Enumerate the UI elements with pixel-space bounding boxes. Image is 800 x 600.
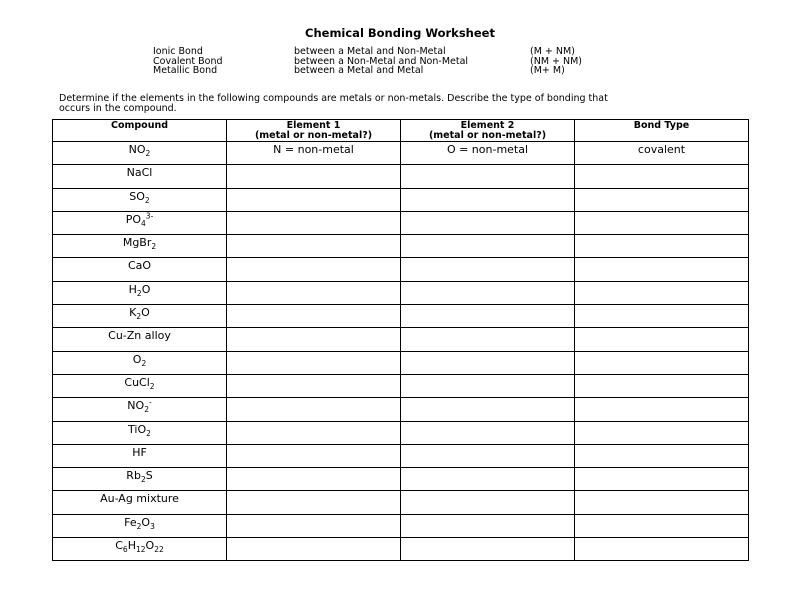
formula-text: Rb: [126, 469, 141, 483]
element-1-cell[interactable]: [227, 305, 401, 328]
bond-type-cell[interactable]: [575, 374, 749, 397]
bond-type-cell[interactable]: [575, 165, 749, 188]
formula-text: NO: [127, 399, 145, 413]
header-element-2-hint: (metal or non-metal?): [428, 130, 547, 141]
element-1-cell[interactable]: [227, 328, 401, 351]
element-1-cell[interactable]: [227, 468, 401, 491]
element-2-cell[interactable]: [401, 305, 575, 328]
table-row: [53, 211, 749, 234]
formula-text: MgBr: [122, 236, 152, 250]
element-1-cell[interactable]: [227, 165, 401, 188]
bond-type-cell[interactable]: [575, 188, 749, 211]
formula-text: C: [115, 539, 123, 553]
formula-text: HF: [132, 445, 147, 459]
element-1-cell[interactable]: N = non-metal: [227, 142, 401, 165]
table-row: [53, 281, 749, 304]
formula-text: PO: [125, 212, 142, 226]
legend-abbreviation: (NM + NM): [530, 55, 583, 67]
formula-text: Fe: [124, 515, 137, 529]
table-row: [53, 491, 749, 514]
element-2-cell[interactable]: [401, 468, 575, 491]
bond-type-cell[interactable]: [575, 538, 749, 561]
table-row: [53, 142, 749, 165]
formula-text: CaO: [127, 259, 152, 273]
header-compound-label: Compound: [110, 120, 169, 131]
formula-subscript: 6: [122, 545, 128, 555]
element-2-cell[interactable]: [401, 188, 575, 211]
bond-type-cell[interactable]: [575, 398, 749, 421]
bond-type-cell[interactable]: [575, 328, 749, 351]
table-row: [53, 235, 749, 258]
formula-text: SO: [129, 189, 145, 203]
element-1-cell[interactable]: [227, 188, 401, 211]
table-row: [53, 258, 749, 281]
element-1-cell[interactable]: [227, 211, 401, 234]
table-row: [53, 188, 749, 211]
element-2-cell[interactable]: [401, 351, 575, 374]
element-2-cell[interactable]: [401, 235, 575, 258]
table-row: [53, 374, 749, 397]
bond-type-cell[interactable]: [575, 235, 749, 258]
element-1-cell[interactable]: [227, 235, 401, 258]
formula-text: CuCl: [124, 375, 150, 389]
element-2-cell[interactable]: O = non-metal: [401, 142, 575, 165]
formula-subscript: 12: [135, 545, 146, 555]
formula-subscript: 22: [154, 545, 164, 555]
bond-type-cell[interactable]: covalent: [575, 142, 749, 165]
legend-name: Ionic Bond: [153, 46, 203, 57]
header-element-2-label: Element 2: [460, 120, 515, 131]
bond-type-cell[interactable]: [575, 258, 749, 281]
formula-text: S: [145, 469, 153, 483]
formula-text: O: [132, 352, 142, 366]
element-1-cell[interactable]: [227, 491, 401, 514]
legend-abbreviation: (M+ M): [530, 65, 565, 76]
bond-type-cell[interactable]: [575, 305, 749, 328]
compound-cell: [53, 305, 227, 328]
compound-cell: [53, 211, 227, 234]
table-row: [53, 468, 749, 491]
legend-abbreviation: (M + NM): [530, 46, 575, 57]
formula-subscript: 2: [136, 312, 142, 322]
element-1-cell[interactable]: [227, 444, 401, 467]
element-1-cell[interactable]: [227, 281, 401, 304]
bond-type-cell[interactable]: [575, 514, 749, 537]
table-row: [53, 538, 749, 561]
formula-subscript: 2: [151, 242, 157, 252]
table-row: [53, 351, 749, 374]
formula-text: K: [129, 306, 137, 320]
formula-text: Cu-Zn alloy: [108, 329, 171, 343]
formula-text: O: [145, 539, 155, 553]
table-row: [53, 398, 749, 421]
formula-text: H: [127, 539, 136, 553]
formula-text: H: [128, 282, 137, 296]
legend-description: between a Metal and Metal: [294, 65, 424, 76]
formula-text: TiO: [128, 422, 147, 436]
page-title: Chemical Bonding Worksheet: [305, 26, 495, 40]
bond-type-cell[interactable]: [575, 281, 749, 304]
element-2-cell[interactable]: [401, 421, 575, 444]
formula-text: NO: [128, 143, 146, 156]
compound-cell: [53, 258, 227, 281]
formula-subscript: 2: [136, 521, 142, 531]
compound-cell: [53, 374, 227, 397]
legend-description: between a Non-Metal and Non-Metal: [294, 55, 469, 67]
compound-cell: [53, 538, 227, 561]
bond-type-cell[interactable]: [575, 491, 749, 514]
formula-text: O: [141, 282, 151, 296]
element-1-cell[interactable]: [227, 398, 401, 421]
element-1-cell[interactable]: [227, 538, 401, 561]
formula-superscript: 3-: [145, 211, 154, 221]
formula-subscript: 2: [136, 288, 142, 298]
compound-cell: [53, 514, 227, 537]
formula-text: O: [141, 515, 151, 529]
compound-cell: [53, 142, 227, 165]
bond-type-cell[interactable]: [575, 468, 749, 491]
bond-legend: [153, 47, 610, 76]
element-2-cell[interactable]: [401, 444, 575, 467]
header-element-1-hint: (metal or non-metal?): [254, 130, 373, 141]
formula-subscript: 2: [140, 475, 146, 485]
header-element-1: [227, 120, 401, 142]
legend-row-metallic: [153, 66, 610, 76]
element-2-cell[interactable]: [401, 374, 575, 397]
element-2-cell[interactable]: [401, 165, 575, 188]
legend-description: between a Metal and Non-Metal: [294, 46, 446, 57]
header-bond-type: [575, 120, 749, 142]
formula-subscript: 2: [141, 358, 147, 368]
legend-name: Metallic Bond: [153, 65, 218, 76]
compound-cell: [53, 468, 227, 491]
formula-subscript: 2: [145, 149, 151, 159]
formula-subscript: 2: [144, 195, 150, 205]
element-2-cell[interactable]: [401, 328, 575, 351]
bonding-table: [52, 119, 749, 561]
bond-type-cell[interactable]: [575, 444, 749, 467]
header-compound: [53, 120, 227, 142]
table-header-row: [53, 120, 749, 142]
element-2-cell[interactable]: [401, 281, 575, 304]
header-element-2: [401, 120, 575, 142]
compound-cell: [53, 351, 227, 374]
table-row: [53, 444, 749, 467]
compound-cell: [53, 444, 227, 467]
table-row: [53, 421, 749, 444]
legend-name: Covalent Bond: [153, 55, 223, 67]
compound-cell: [53, 421, 227, 444]
compound-cell: [53, 235, 227, 258]
bond-type-cell[interactable]: [575, 211, 749, 234]
element-2-cell[interactable]: [401, 211, 575, 234]
compound-cell: [53, 165, 227, 188]
compound-cell: [53, 188, 227, 211]
compound-cell: [53, 328, 227, 351]
formula-subscript: 3: [150, 521, 155, 531]
bond-type-cell[interactable]: [575, 351, 749, 374]
instructions-line-1: Determine if the elements in the following compounds are metals or non-metals. Describe the type of bonding that: [59, 93, 608, 104]
compound-cell: [53, 281, 227, 304]
element-1-cell[interactable]: [227, 351, 401, 374]
element-2-cell[interactable]: [401, 258, 575, 281]
element-2-cell[interactable]: [401, 514, 575, 537]
formula-text: Au-Ag mixture: [100, 492, 179, 506]
table-row: [53, 165, 749, 188]
compound-cell: [53, 398, 227, 421]
element-2-cell[interactable]: [401, 538, 575, 561]
compound-cell: [53, 491, 227, 514]
element-1-cell[interactable]: [227, 514, 401, 537]
element-1-cell[interactable]: [227, 421, 401, 444]
element-2-cell[interactable]: [401, 491, 575, 514]
formula-subscript: 4: [141, 219, 146, 229]
formula-text: NaCl: [126, 166, 153, 180]
formula-subscript: 2: [144, 405, 149, 415]
header-element-1-label: Element 1: [286, 120, 341, 131]
instructions-line-2: occurs in the compound.: [59, 102, 177, 114]
element-1-cell[interactable]: [227, 374, 401, 397]
header-bond-type-label: Bond Type: [633, 120, 690, 131]
formula-superscript: -: [148, 397, 152, 407]
element-2-cell[interactable]: [401, 398, 575, 421]
formula-subscript: 2: [149, 382, 155, 392]
table-row: [53, 328, 749, 351]
bond-type-cell[interactable]: [575, 421, 749, 444]
table-row: [53, 305, 749, 328]
formula-subscript: 2: [146, 428, 151, 438]
instructions: [59, 94, 759, 113]
element-1-cell[interactable]: [227, 258, 401, 281]
formula-text: O: [141, 306, 150, 320]
table-row: [53, 514, 749, 537]
